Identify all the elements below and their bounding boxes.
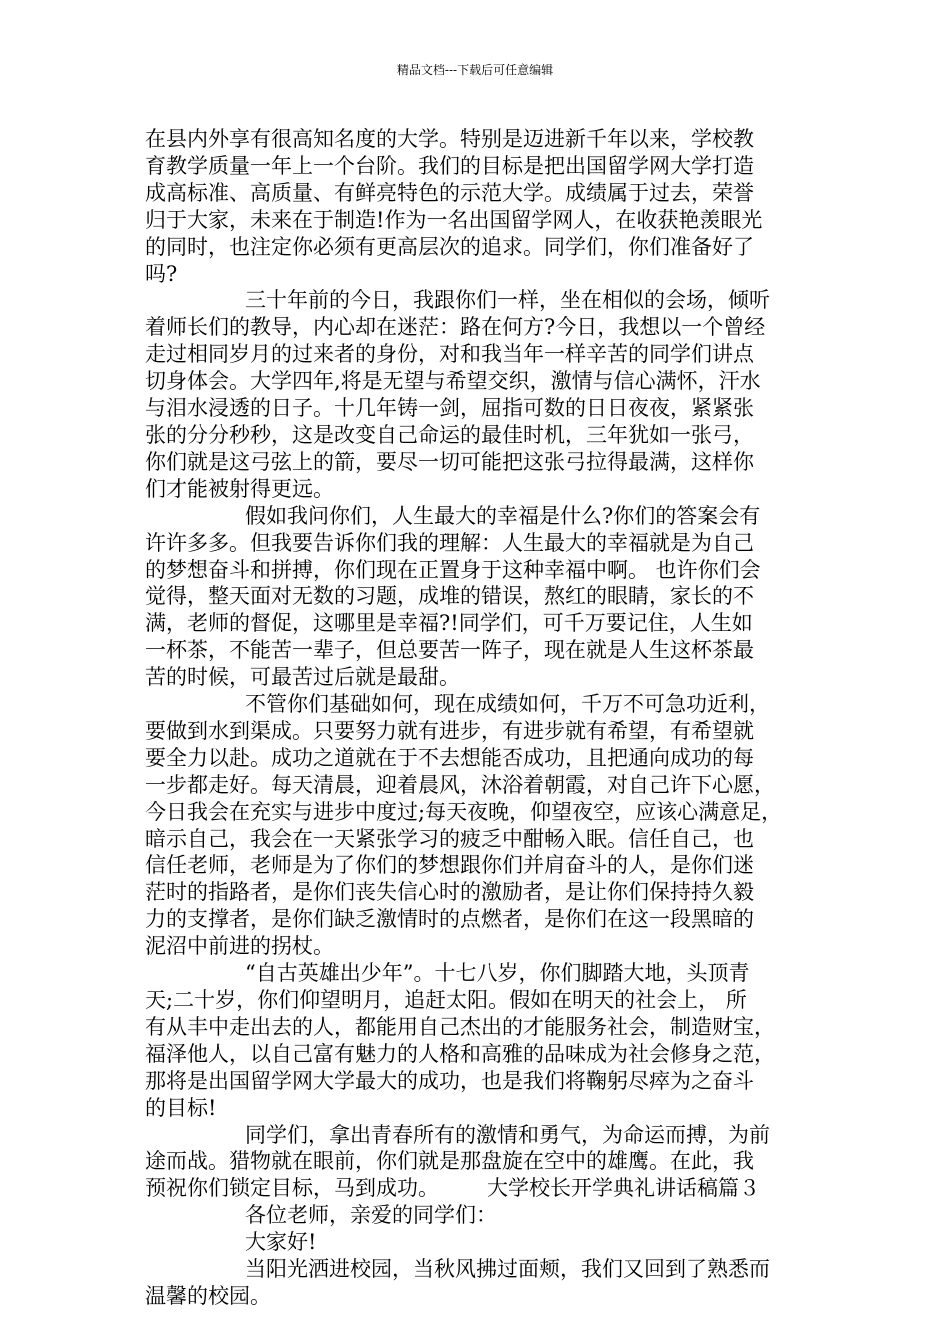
text-line: 着师长们的教导，内心却在迷茫：路在何方?今日，我想以一个曾经 [145,315,766,340]
text-line: 归于大家，未来在于制造!作为一名出国留学网人，在收获艳羡眼光 [145,207,763,232]
paragraph-2 [145,287,807,502]
page-header: 精品文档---下载后可任意编辑 [396,63,554,77]
text-line: 福泽他人，以自己富有魅力的人格和高雅的品味成为社会修身之范， [145,1041,775,1066]
text-line: 走过相同岁月的过来者的身份，对和我当年一样辛苦的同学们讲点 [145,342,754,367]
section-title: 大学校长开学典礼讲话稿篇３ [487,1176,760,1201]
paragraph-9 [145,1256,807,1310]
text-line: 预祝你们锁定目标，马到成功。 [145,1176,439,1201]
text-line: “自古英雄出少年”。十七八岁，你们脚踏大地，头顶青 [245,961,750,986]
text-line: 天;二十岁，你们仰望明月，追赶太阳。假如在明天的社会上， 所 [145,988,747,1012]
text-line: 张的分分秒秒，这是改变自己命运的最佳时机，三年犹如一张弓， [145,422,754,447]
text-line: 吗? [145,261,178,286]
text-line: 一杯茶，不能苦一辈子，但总要苦一阵子，现在就是人生这杯茶最 [145,638,754,663]
paragraph-4 [145,691,807,960]
text-line: 觉得，整天面对无数的习题，成堆的错误，熬红的眼睛，家长的不 [145,584,754,609]
text-line: 今日我会在充实与进步中度过;每天夜晚，仰望夜空，应该心满意足， [145,799,783,824]
text-line: 三十年前的今日，我跟你们一样，坐在相似的会场，倾听 [245,288,770,313]
greeting [145,1229,807,1256]
text-line-with-title [145,1175,807,1202]
text-line: 有从丰中走出去的人，都能用自己杰出的才能服务社会，制造财宝， [145,1014,775,1039]
text-line: 泥沼中前进的拐杖。 [145,934,334,959]
text-line: 的目标! [145,1095,217,1120]
text-line: 要做到水到渠成。只要努力就有进步，有进步就有希望，有希望就 [145,718,754,743]
paragraph-3 [145,503,807,691]
salutation [145,1202,807,1229]
text-line: 苦的时候，可最苦过后就是最甜。 [145,665,460,690]
text-line: 要全力以赴。成功之道就在于不去想能否成功，且把通向成功的每 [145,745,754,770]
text-line: 切身体会。大学四年,将是无望与希望交织，激情与信心满怀，汗水 [145,369,761,394]
text-line: 信任老师，老师是为了你们的梦想跟你们并肩奋斗的人，是你们迷 [145,853,754,878]
text-line: 在县内外享有很高知名度的大学。特别是迈进新千年以来，学校教 [145,127,754,151]
text-line: 不管你们基础如何，现在成绩如何，千万不可急功近利， [245,692,770,717]
text-line: 许许多多。但我要告诉你们我的理解：人生最大的幸福就是为自己 [145,530,754,555]
text-line: 满，老师的督促，这哪里是幸福?!同学们，可千万要记住，人生如 [145,611,753,636]
text-line: 当阳光洒进校园，当秋风拂过面颊，我们又回到了熟悉而 [245,1257,770,1282]
text-line: 一步都走好。每天清晨，迎着晨风，沐浴着朝霞，对自己许下心愿， [145,772,775,797]
text-line: 假如我问你们，人生最大的幸福是什么?你们的答案会有 [245,503,761,528]
text-line: 育教学质量一年上一个台阶。我们的目标是把出国留学网大学打造 [145,153,754,178]
text-line: 茫时的指路者，是你们丧失信心时的激励者，是让你们保持持久毅 [145,880,754,905]
paragraph-5 [145,960,807,1121]
paragraph-1 [145,126,807,287]
text-line: 途而战。猎物就在眼前，你们就是那盘旋在空中的雄鹰。在此，我 [145,1149,754,1174]
document-body [145,126,807,1310]
text-line: 的梦想奋斗和拼搏，你们现在正置身于这种幸福中啊。 也许你们会 [145,557,761,582]
text-line: 各位老师，亲爱的同学们： [245,1203,497,1228]
text-line: 与泪水浸透的日子。十几年铸一剑，屈指可数的日日夜夜，紧紧张 [145,396,754,421]
text-line: 的同时，也注定你必须有更高层次的追求。同学们，你们准备好了 [145,234,754,259]
text-line: 同学们，拿出青春所有的激情和勇气，为命运而搏，为前 [245,1122,770,1147]
text-line: 你们就是这弓弦上的箭，要尽一切可能把这张弓拉得最满，这样你 [145,449,754,474]
paragraph-6 [145,1122,807,1203]
text-line: 成高标准、高质量、有鲜亮特色的示范大学。成绩属于过去，荣誉 [145,180,754,205]
text-line: 们才能被射得更远。 [145,476,334,501]
text-line: 大家好! [245,1230,317,1255]
text-line: 暗示自己，我会在一天紧张学习的疲乏中酣畅入眠。信任自己，也 [145,826,754,851]
text-line: 温馨的校园。 [145,1283,271,1308]
text-line: 那将是出国留学网大学最大的成功，也是我们将鞠躬尽瘁为之奋斗 [145,1068,754,1093]
text-line: 力的支撑者，是你们缺乏激情时的点燃者，是你们在这一段黑暗的 [145,907,754,932]
